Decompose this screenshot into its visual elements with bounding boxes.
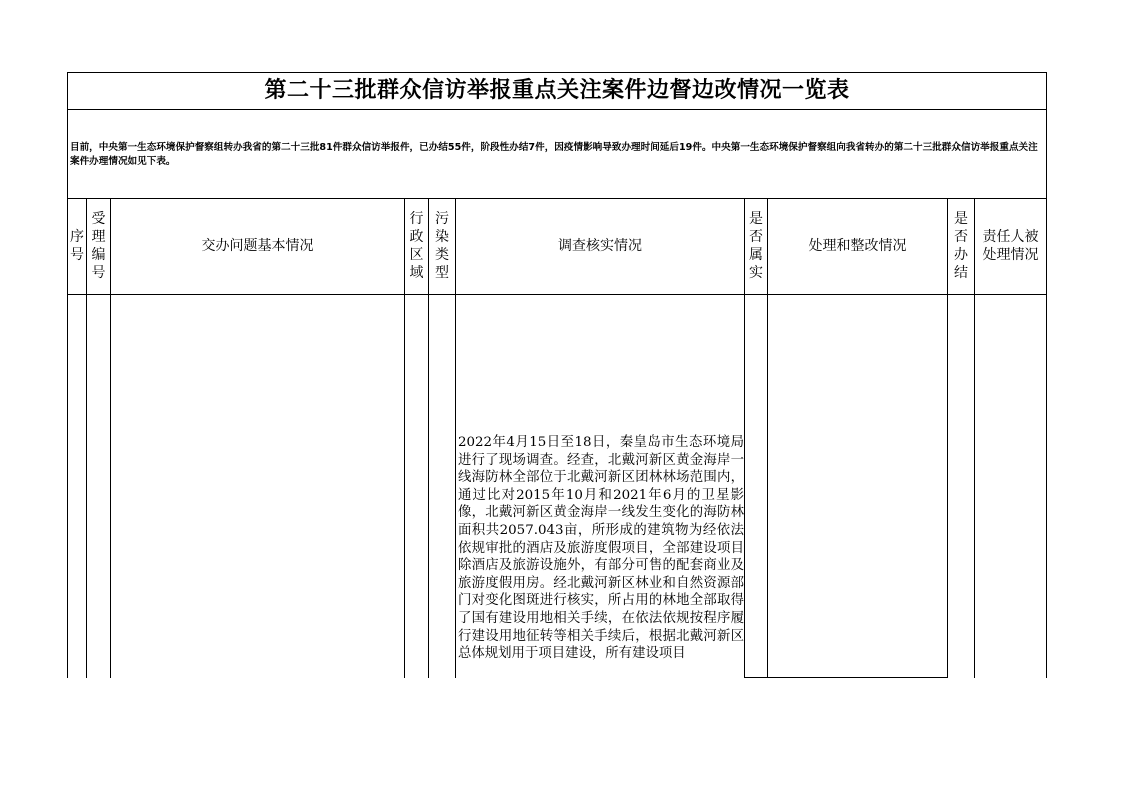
header-is-closed-label: 是否办结 (954, 211, 968, 281)
header-investigation (456, 198, 744, 294)
header-accountability-label: 责任人被处理情况 (982, 229, 1039, 263)
header-acceptance-no-label: 受理编号 (91, 211, 106, 281)
title-divider (67, 109, 1047, 110)
header-seq-label: 序号 (70, 229, 84, 263)
border-left (67, 72, 68, 678)
header-basic-info-label: 交办问题基本情况 (201, 238, 314, 254)
header-is-closed (948, 198, 974, 294)
header-handling-label: 处理和整改情况 (808, 238, 907, 254)
report-sheet (67, 72, 1047, 678)
intro-paragraph: 目前，中央第一生态环境保护督察组转办我省的第二十三批81件群众信访举报件，已办结55件，阶段性办结7件，因疫情影响导致办理时间延后19件。中央第一生态环境保护督察组向我省转办的第二十三批群众信访举报重点关注案件办理情况如见下表。 (70, 142, 1038, 167)
header-basic-info (111, 198, 404, 294)
header-region (405, 198, 428, 294)
investigation-cell-text: 2022年4月15日至18日，秦皇岛市生态环境局进行了现场调查。经查，北戴河新区黄金海岸一线海防林全部位于北戴河新区团林林场范围内，通过比对2015年10月和2021年6月的卫星影像，北戴河新区黄金海岸一线发生变化的海防林面积共2057.043亩，所形成的建筑物为经依法依规审批的酒店及旅游度假项目，全部建设项目除酒店及旅游设施外，有部分可售的配套商业及旅游度假用房。经北戴河新区林业和自然资源部门对变化图斑进行核实，所占用的林地全部取得了国有建设用地相关手续，在依法依规按程序履行建设用地征转等相关手续后，根据北戴河新区总体规划用于项目建设，所有建设项目 (458, 435, 744, 662)
page-title: 第二十三批群众信访举报重点关注案件边督边改情况一览表 (264, 78, 850, 103)
header-investigation-label: 调查核实情况 (558, 238, 642, 254)
header-divider (67, 294, 1047, 295)
header-pollution-type-label: 污染类型 (435, 211, 449, 281)
header-handling (768, 198, 947, 294)
border-right (1046, 72, 1047, 678)
header-pollution-type (429, 198, 455, 294)
header-seq (68, 198, 86, 294)
header-region-label: 行政区域 (409, 211, 424, 281)
row-partial-bottom (744, 677, 948, 678)
header-accountability (975, 198, 1046, 294)
header-is-true (745, 198, 767, 294)
header-acceptance-no (87, 198, 110, 294)
header-is-true-label: 是否属实 (749, 211, 763, 281)
